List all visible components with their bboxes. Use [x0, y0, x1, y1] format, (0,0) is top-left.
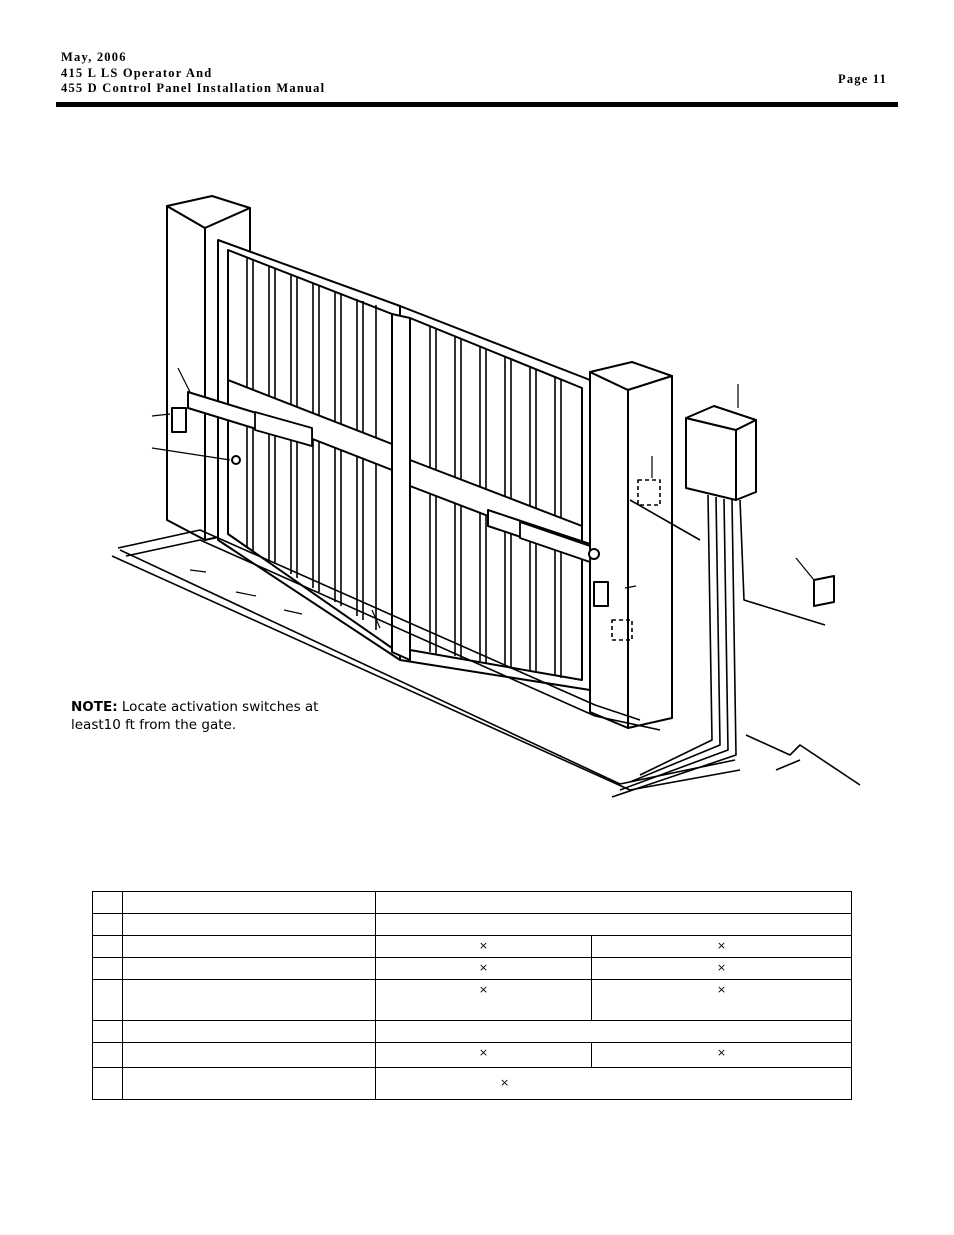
activation-note	[71, 698, 318, 734]
table-mark: ×	[716, 983, 727, 996]
table-mark: ×	[716, 1046, 727, 1059]
header-product: 415 L LS Operator And	[61, 65, 213, 80]
table-row	[93, 1021, 852, 1043]
control-box-front	[686, 418, 736, 500]
note-text-line-1: Locate activation switches at	[117, 699, 319, 715]
table-mark: ×	[716, 939, 727, 952]
table-row	[93, 1068, 852, 1100]
wiring-table	[92, 891, 852, 1100]
note-label: NOTE:	[71, 699, 118, 715]
table-row	[93, 936, 852, 958]
table-mark: ×	[500, 1076, 510, 1089]
center-post	[392, 314, 410, 660]
header-manual-title: 455 D Control Panel Installation Manual	[61, 81, 326, 95]
key-switch	[814, 576, 834, 606]
table-mark: ×	[716, 961, 727, 974]
table-mark: ×	[478, 1046, 489, 1059]
left-pillar-front	[167, 206, 205, 540]
page-number: Page 11	[838, 72, 888, 86]
right-pillar-side	[628, 376, 672, 728]
note-text-line-2: least10 ft from the gate.	[71, 717, 237, 733]
header-date: May, 2006	[61, 50, 127, 64]
table-row	[93, 1043, 852, 1068]
table-mark: ×	[478, 961, 489, 974]
table-row	[93, 980, 852, 1021]
table-row	[93, 958, 852, 980]
table-row	[93, 914, 852, 936]
left-photo-eye	[172, 408, 186, 432]
table-row	[93, 892, 852, 914]
table-mark: ×	[478, 939, 489, 952]
table-mark: ×	[478, 983, 489, 996]
right-photo-eye	[594, 582, 608, 606]
